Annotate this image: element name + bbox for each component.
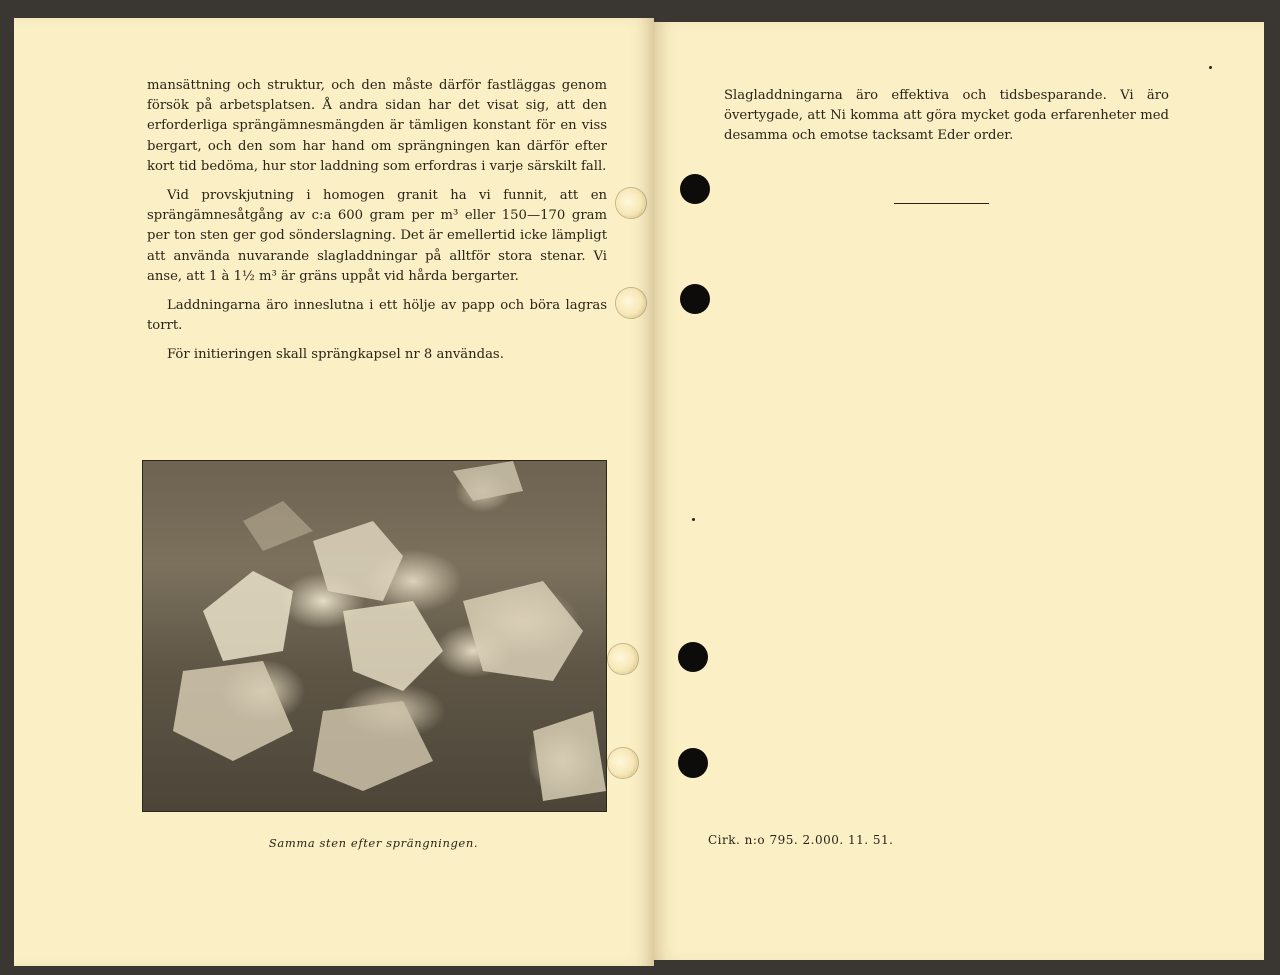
punch-hole-left-1 xyxy=(616,188,646,218)
ink-speck xyxy=(692,518,695,521)
right-page xyxy=(654,22,1264,960)
left-page xyxy=(14,18,654,966)
punch-hole-right-1 xyxy=(680,174,710,204)
paragraph-3: Laddningarna äro inneslutna i ett hölje av papp och böra lagras torrt. xyxy=(147,298,607,334)
circular-number: Cirk. n:o 795. 2.000. 11. 51. xyxy=(708,833,894,847)
punch-hole-right-2 xyxy=(680,284,710,314)
paragraph-2: Vid provskjutning i homogen granit ha vi funnit, att en sprängämnesåtgång av c:a 600 gram per m³ eller 150—170 gram per ton sten ger god sönderslagning. Det är emellertid icke lämpligt att använda nuvarande slagladdningar på alltför stora stenar. Vi anse, att 1 à 1½ m³ är gräns uppåt vid hårda bergarter. xyxy=(147,188,607,284)
punch-hole-left-2 xyxy=(616,288,646,318)
punch-hole-right-3 xyxy=(678,642,708,672)
right-page-text: Slagladdningarna äro effektiva och tidsbesparande. Vi äro övertygade, att Ni komma att göra mycket goda erfarenheter med desamma och emotse tacksamt Eder order. xyxy=(724,88,1169,144)
paragraph-4: För initieringen skall sprängkapsel nr 8 användas. xyxy=(167,347,504,363)
blasted-rocks-photo xyxy=(142,460,607,812)
punch-hole-left-3 xyxy=(608,644,638,674)
punch-hole-left-4 xyxy=(608,748,638,778)
punch-hole-right-4 xyxy=(678,748,708,778)
signature-rule xyxy=(894,203,989,204)
left-page-text xyxy=(147,76,607,375)
paragraph-1: mansättning och struktur, och den måste därför fastläggas genom försök på arbetsplatsen. Å andra sidan har det visat sig, att den erforderliga sprängämnesmängden är tämligen konstant för en viss bergart, och den som har hand om sprängningen kan därför efter kort tid bedöma, hur stor laddning som erfordras i varje särskilt fall. xyxy=(147,78,607,174)
ink-speck xyxy=(1209,66,1212,69)
photo-caption: Samma sten efter sprängningen. xyxy=(268,836,479,850)
